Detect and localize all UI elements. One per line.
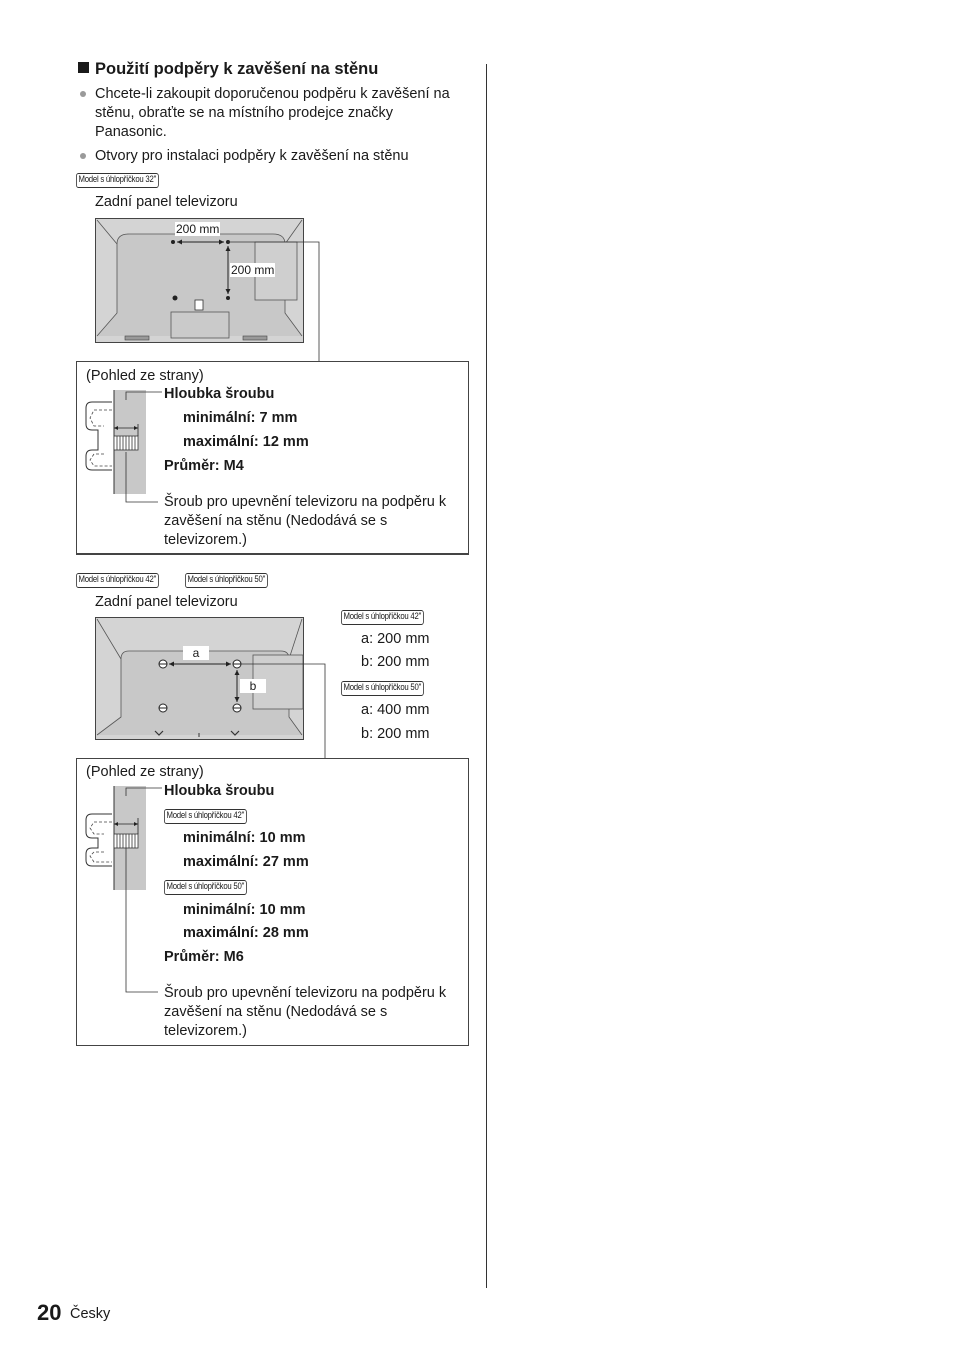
rear-panel-label: Zadní panel televizoru <box>95 594 238 610</box>
depth-min-50: minimální: 10 mm <box>183 902 306 918</box>
bullet-item <box>80 85 465 142</box>
dimension-letter-b: b <box>240 679 266 693</box>
screw-diameter: Průměr: M6 <box>164 949 244 965</box>
screw-note: Šroub pro upevnění televizoru na podpěru k zavěšení na stěnu (Nedodává se s televizorem.) <box>164 494 447 548</box>
model-tag-42: Model s úhlopříčkou 42" <box>76 573 159 588</box>
depth-max-50: maximální: 28 mm <box>183 925 309 941</box>
spec-50-a: a: 400 mm <box>361 702 430 718</box>
depth-title: Hloubka šroubu <box>164 783 275 799</box>
model-tag-50: Model s úhlopříčkou 50" <box>341 681 424 696</box>
depth-max-42: maximální: 27 mm <box>183 854 309 870</box>
side-view-title: (Pohled ze strany) <box>86 764 204 780</box>
bullet-dot-icon <box>80 153 86 159</box>
section-heading-text: Použití podpěry k zavěšení na stěnu <box>95 60 379 78</box>
column-divider <box>486 64 487 1288</box>
spec-42-a: a: 200 mm <box>361 631 430 647</box>
side-view-title: (Pohled ze strany) <box>86 368 204 384</box>
screw-side-diagram-32 <box>84 390 164 510</box>
bullet-item <box>80 147 465 166</box>
model-tag-50: Model s úhlopříčkou 50" <box>185 573 268 588</box>
tv-rear-diagram-32 <box>95 218 305 344</box>
depth-title: Hloubka šroubu <box>164 386 275 402</box>
bullet-dot-icon <box>80 91 86 97</box>
depth-min-42: minimální: 10 mm <box>183 830 306 846</box>
square-bullet-icon <box>78 62 89 73</box>
depth-max: maximální: 12 mm <box>183 434 309 450</box>
tv-rear-diagram-42-50 <box>95 617 335 759</box>
spec-42-b: b: 200 mm <box>361 654 430 670</box>
dimension-letter-a: a <box>183 646 209 660</box>
screw-note: Šroub pro upevnění televizoru na podpěru k zavěšení na stěnu (Nedodává se s televizorem.) <box>164 985 447 1039</box>
dimension-horizontal: 200 mm <box>176 222 220 236</box>
model-tag-42: Model s úhlopříčkou 42" <box>341 610 424 625</box>
dimension-vertical: 200 mm <box>231 263 275 277</box>
model-tag-50: Model s úhlopříčkou 50" <box>164 880 247 895</box>
model-tag-32: Model s úhlopříčkou 32" <box>76 173 159 188</box>
page-number: 20 <box>37 1300 62 1325</box>
bullet-text: Otvory pro instalaci podpěry k zavěšení na stěnu <box>95 148 409 164</box>
depth-min: minimální: 7 mm <box>183 410 298 426</box>
bullet-text: Chcete-li zakoupit doporučenou podpěru k zavěšení na stěnu, obraťte se na místního prodejce značky Panasonic. <box>95 86 450 140</box>
screw-side-diagram-42-50 <box>84 786 164 996</box>
rear-panel-label: Zadní panel televizoru <box>95 194 238 210</box>
page-language: Česky <box>70 1306 111 1322</box>
spec-50-b: b: 200 mm <box>361 726 430 742</box>
screw-diameter: Průměr: M4 <box>164 458 244 474</box>
model-tag-42: Model s úhlopříčkou 42" <box>164 809 247 824</box>
section-heading <box>78 60 378 79</box>
